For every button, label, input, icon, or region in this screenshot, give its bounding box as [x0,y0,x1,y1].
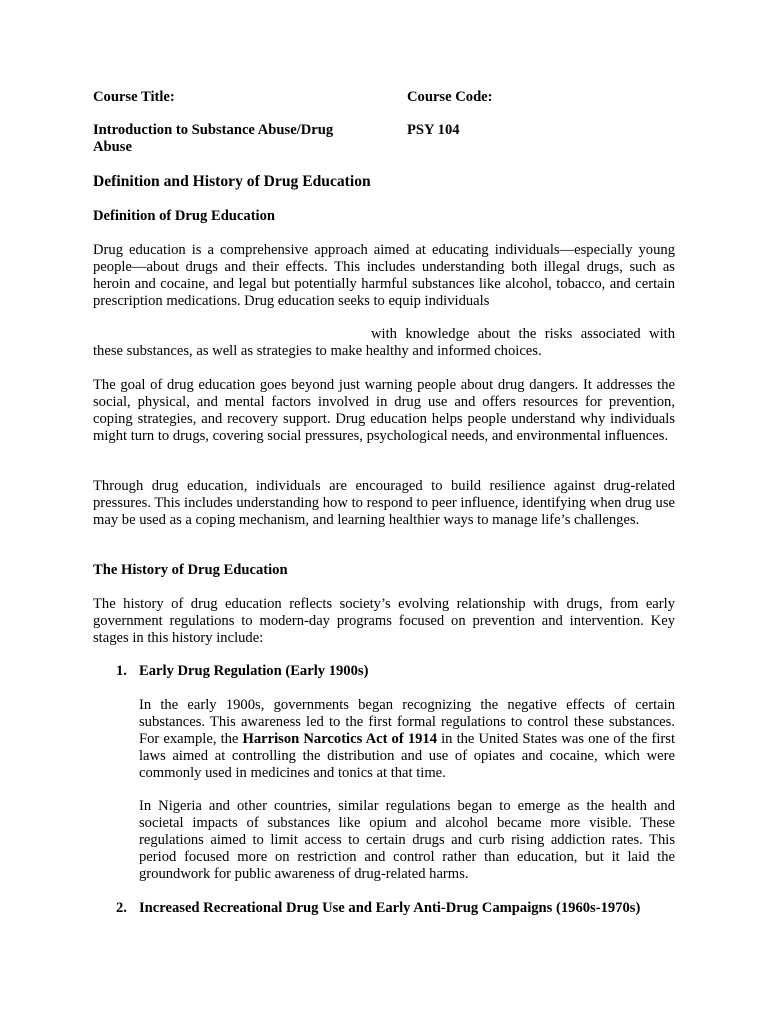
section-heading-definition: Definition of Drug Education [93,208,276,224]
paragraph-definition-1: Drug education is a comprehensive approach aimed at educating individuals—especially young people—about drugs and their effects. This includes understanding both illegal drugs, such as heroin and cocaine, and legal but potentially harmful substances like alcohol, tobacco, and certain prescription medications. Drug education seeks to equip individuals [93,242,675,309]
course-title-label: Course Title: [93,89,175,105]
course-code-value: PSY 104 [407,122,460,138]
list-item-1-paragraph-2: In Nigeria and other countries, similar regulations began to emerge as the health and societal impacts of substances like opium and alcohol became more visible. These regulations aimed to limit access to certain drugs and curb rising addiction rates. This period focused more on restriction and control rather than education, but it laid the groundwork for public awareness of drug-related harms. [139,798,675,882]
course-title-value: Introduction to Substance Abuse/Drug Abuse [93,122,334,155]
course-code-label: Course Code: [407,89,493,105]
paragraph-history-intro: The history of drug education reflects society’s evolving relationship with drugs, from early government regulations to modern-day programs focused on prevention and intervention. Key stages in this history include: [93,596,675,646]
law-name: Harrison Narcotics Act of 1914 [242,730,438,747]
section-heading-history: The History of Drug Education [93,562,288,578]
paragraph-definition-2: The goal of drug education goes beyond just warning people about drug dangers. It addresses the social, physical, and mental factors involved in drug use and offers resources for prevention, coping strategies, and recovery support. Drug education helps people understand why individuals might turn to drugs, covering social pressures, psychological needs, and environmental influences. [93,377,675,444]
list-item-1-paragraph-1 [139,697,675,782]
list-item-title-2: Increased Recreational Drug Use and Early Anti-Drug Campaigns (1960s-1970s) [139,900,641,916]
main-heading: Definition and History of Drug Education [93,173,371,190]
list-item-number-1: 1. [116,663,127,679]
list-item-title-1: Early Drug Regulation (Early 1900s) [139,663,369,679]
paragraph-definition-1-continued: with knowledge about the risks associated with these substances, as well as strategies to make healthy and informed choices. [93,326,675,359]
paragraph-definition-3: Through drug education, individuals are encouraged to build resilience against drug-related pressures. This includes understanding how to respond to peer influence, identifying when drug use may be used as a coping mechanism, and learning healthier ways to manage life’s challenges. [93,478,675,528]
paragraph-text: in the United States was one of the first laws aimed at controlling the distribution and use of opiates and cocaine, which were commonly used in medicines and tonics at that time. [139,730,676,781]
list-item-number-2: 2. [116,900,127,916]
paragraph-text: In the early 1900s, governments began recognizing the negative effects of certain substances. This awareness led to the first formal regulations to control these substances. For example, the [139,697,675,747]
